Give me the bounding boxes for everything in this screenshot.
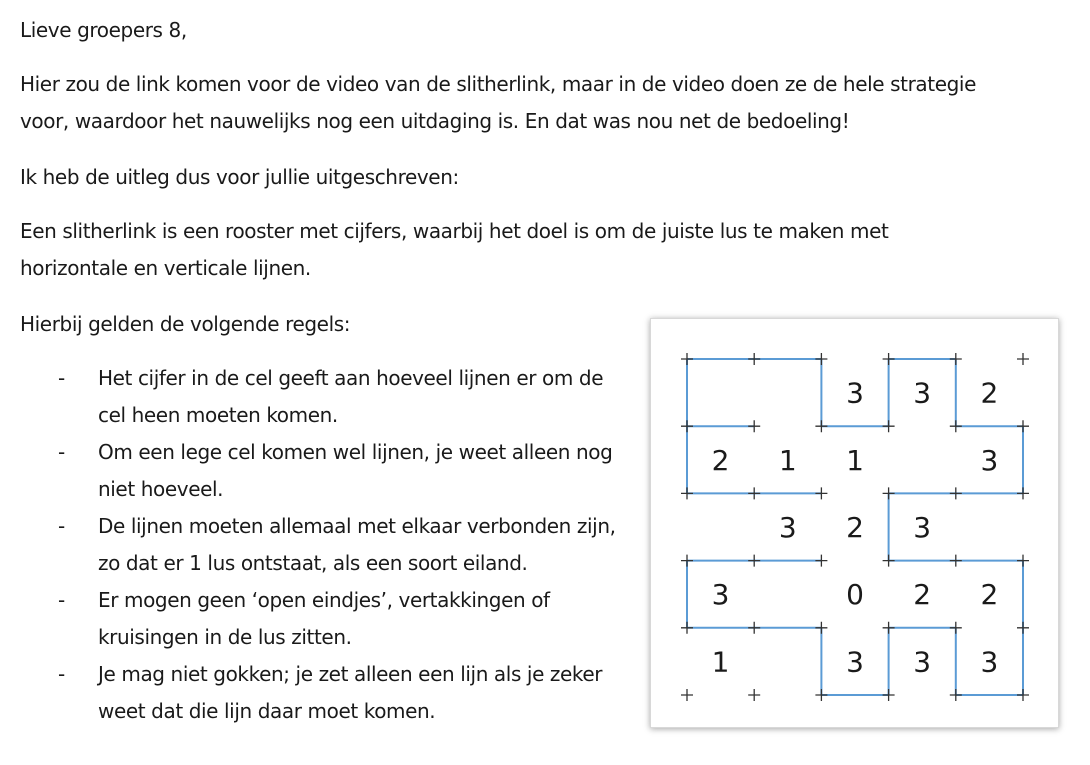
cell-clue: 1 — [846, 443, 864, 477]
grid-dot — [883, 487, 895, 499]
grid-dot — [950, 689, 962, 701]
rule-text-line: niet hoeveel. — [98, 477, 224, 501]
grid-dot — [681, 487, 693, 499]
rule-text-line: Je mag niet gokken; je zet alleen een lijn als je zeker — [98, 662, 603, 686]
grid-dot — [681, 689, 693, 701]
grid-dot — [883, 622, 895, 634]
rule-text-line: zo dat er 1 lus ontstaat, als een soort eiland. — [98, 551, 528, 575]
grid-dot — [748, 487, 760, 499]
cell-clue: 0 — [846, 578, 864, 612]
definition-line-1: Een slitherlink is een rooster met cijfers, waarbij het doel is om de juiste lus te maken met — [20, 219, 889, 243]
grid-dot — [681, 555, 693, 567]
grid-dot — [681, 622, 693, 634]
rule-item — [58, 434, 618, 508]
cell-clue: 2 — [846, 511, 864, 544]
rule-item — [58, 656, 618, 730]
rules-list — [58, 360, 618, 730]
grid-dot — [748, 689, 760, 701]
greeting: Lieve groepers 8, — [20, 18, 187, 42]
rule-text-line: Om een lege cel komen wel lijnen, je weet alleen nog — [98, 440, 613, 464]
rule-text-line: Er mogen geen ‘open eindjes’, vertakkingen of — [98, 588, 550, 612]
rule-bullet: - — [58, 588, 65, 612]
grid-dot — [748, 353, 760, 365]
grid-dot — [748, 555, 760, 567]
cell-clue: 2 — [711, 443, 730, 477]
cell-clue: 3 — [846, 376, 864, 410]
cell-clue: 3 — [913, 376, 932, 410]
rule-text-line: kruisingen in de lus zitten. — [98, 625, 352, 649]
rule-text-line: De lijnen moeten allemaal met elkaar verbonden zijn, — [98, 514, 616, 538]
cell-clue: 2 — [980, 376, 999, 410]
grid-dot — [748, 420, 760, 432]
grid-dot — [815, 622, 827, 634]
grid-dot — [748, 622, 760, 634]
rule-text-line: cel heen moeten komen. — [98, 403, 338, 427]
cell-clue: 3 — [778, 511, 797, 544]
intro-line-1: Hier zou de link komen voor de video van de slitherlink, maar in de video doen ze de hele strategie — [20, 72, 976, 96]
grid-dot — [681, 420, 693, 432]
grid-dot — [815, 555, 827, 567]
cell-clue: 3 — [846, 645, 864, 679]
grid-dot — [950, 622, 962, 634]
grid-dot — [883, 555, 895, 567]
grid-dot — [1017, 622, 1029, 634]
slitherlink-grid — [651, 319, 1058, 727]
grid-dot — [1017, 420, 1029, 432]
grid-dot — [883, 353, 895, 365]
grid-dot — [950, 555, 962, 567]
rule-item — [58, 508, 618, 582]
grid-dot — [950, 420, 962, 432]
slitherlink-puzzle — [650, 318, 1059, 728]
rule-bullet: - — [58, 662, 65, 686]
rule-text-line: Het cijfer in de cel geeft aan hoeveel lijnen er om de — [98, 366, 604, 390]
grid-dot — [883, 689, 895, 701]
grid-dot — [1017, 555, 1029, 567]
rule-bullet: - — [58, 440, 65, 464]
cell-clue: 3 — [913, 511, 932, 544]
grid-dot — [681, 353, 693, 365]
rule-item — [58, 360, 618, 434]
grid-dot — [950, 487, 962, 499]
grid-dot — [950, 353, 962, 365]
rules-intro: Hierbij gelden de volgende regels: — [20, 312, 351, 336]
cell-clue: 3 — [711, 578, 730, 612]
grid-dot — [815, 689, 827, 701]
grid-dot — [815, 353, 827, 365]
grid-dot — [1017, 689, 1029, 701]
definition-line-2: horizontale en verticale lijnen. — [20, 256, 311, 280]
cell-clue: 3 — [980, 645, 999, 679]
rule-bullet: - — [58, 514, 65, 538]
grid-dot — [1017, 353, 1029, 365]
intro-line-2: voor, waardoor het nauwelijks nog een uitdaging is. En dat was nou net de bedoeling! — [20, 109, 850, 133]
grid-dot — [883, 420, 895, 432]
cell-clue: 1 — [778, 443, 797, 477]
rule-item — [58, 582, 618, 656]
grid-dot — [1017, 487, 1029, 499]
cell-clue: 1 — [711, 645, 730, 679]
cell-clue: 2 — [980, 578, 999, 612]
explanation: Ik heb de uitleg dus voor jullie uitgeschreven: — [20, 165, 459, 189]
rule-bullet: - — [58, 366, 65, 390]
cell-clue: 3 — [913, 645, 932, 679]
cell-clue: 2 — [913, 578, 932, 612]
cell-clue: 3 — [980, 443, 999, 477]
grid-dot — [815, 420, 827, 432]
rule-text-line: weet dat die lijn daar moet komen. — [98, 699, 436, 723]
grid-dot — [815, 487, 827, 499]
